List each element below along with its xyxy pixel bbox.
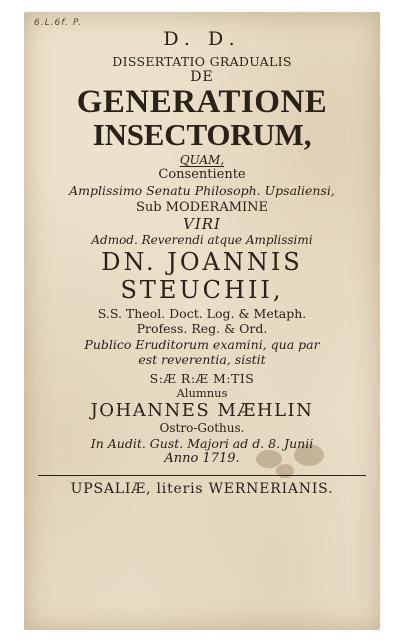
sistit-line: est reverentia, sistit [138,352,266,367]
praeses-surname: STEUCHII, [120,276,284,304]
venue-date-line: In Audit. Gust. Majori ad d. 8. Junii [90,436,314,451]
respondent-name: JOHANNES MÆHLIN [90,400,314,421]
praeses-titles: S.S. Theol. Doct. Log. & Metaph. [97,306,307,321]
imprint-rule [38,475,366,476]
admod-line: Admod. Reverendi atque Amplissimi [91,233,313,247]
praeses-first-name: DN. JOANNIS [101,248,303,276]
title-insectorum: INSECTORUM, [92,117,312,152]
moderamine-line: Sub MODERAMINE [135,200,269,215]
dedication-dd: D. D. [163,28,241,50]
quam-line: QUAM, [179,153,225,167]
title-page [24,12,380,630]
royal-majesty-line: S:Æ R:Æ M:TIS [149,371,255,386]
consentiente-line: Consentiente [158,167,246,182]
viri-line: VIRI [183,215,221,233]
de-line: DE [190,69,214,85]
title-text-block [38,28,366,497]
imprint-line: UPSALIÆ, literis WERNERIANIS. [70,481,334,497]
year-line: Anno 1719. [164,451,240,466]
dissertation-type: DISSERTATIO GRADUALIS [112,54,292,69]
praeses-profession: Profess. Reg. & Ord. [136,321,268,336]
handwritten-shelfmark: 6.L.6f. P. [34,18,82,28]
respondent-origin: Ostro-Gothus. [159,421,245,435]
title-generatione: GENERATIONE [76,84,328,120]
publico-line: Publico Eruditorum examini, qua par [84,337,320,352]
senate-line: Amplissimo Senatu Philosoph. Upsaliensi, [69,183,335,198]
alumnus-line: Alumnus [176,386,228,400]
